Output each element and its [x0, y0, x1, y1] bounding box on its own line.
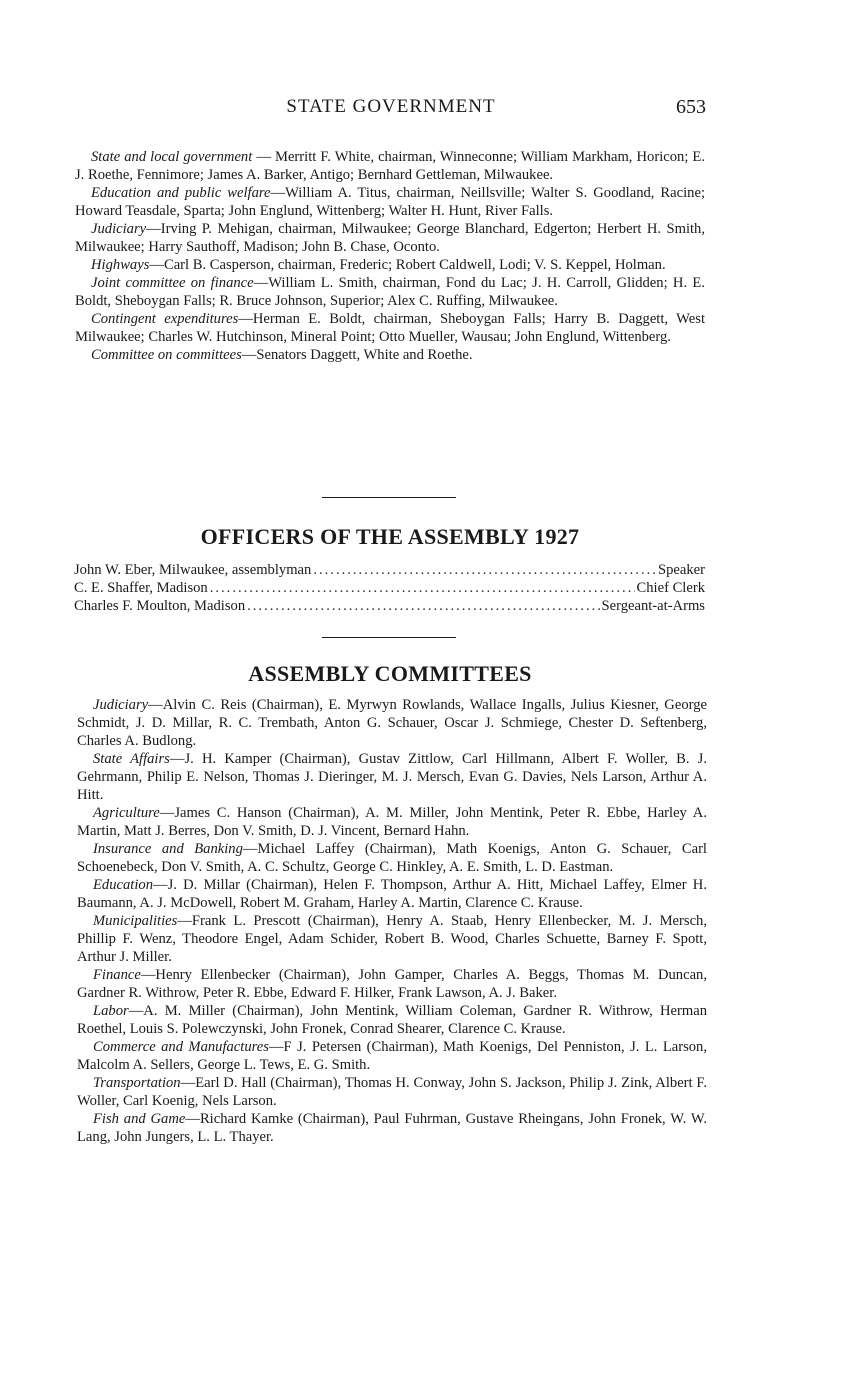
committee-entry [77, 966, 707, 1002]
committee-entry [77, 840, 707, 876]
senate-committee-list [75, 148, 705, 364]
section-divider [322, 637, 456, 638]
committee-members: —William A. Titus, chairman, Neillsville; Walter S. Goodland, Racine; Howard Teasdale, Sparta; John Englund, Wittenberg; Walter H. Hunt, River Falls. [75, 185, 705, 219]
committee-entry [77, 1110, 707, 1146]
committee-name: Education and public welfare [91, 185, 271, 201]
running-title: STATE GOVERNMENT [286, 96, 496, 117]
committee-name: State Affairs [93, 751, 170, 767]
committee-members: —Carl B. Casperson, chairman, Frederic; Robert Caldwell, Lodi; V. S. Keppel, Holman. [149, 257, 666, 273]
committee-entry [77, 912, 707, 966]
committee-name: Commerce and Manufactures [93, 1039, 269, 1055]
committee-name: Labor [93, 1003, 129, 1019]
committee-members: —Irving P. Mehigan, chairman, Milwaukee; George Blanchard, Edgerton; Herbert H. Smith, Milwaukee; Harry Sauthoff, Madison; John B. Chase, Oconto. [75, 221, 705, 255]
committee-name: Education [93, 877, 153, 893]
committee-entry [75, 220, 705, 256]
officer-row [74, 597, 705, 615]
committee-entry [77, 1002, 707, 1038]
committee-name: Judiciary [91, 221, 147, 237]
committee-name: Agriculture [93, 805, 160, 821]
committee-members: —Frank L. Prescott (Chairman), Henry A. Staab, Henry Ellenbecker, M. J. Mersch, Phillip F. Wenz, Theodore Engel, Adam Schider, Robert B. Wood, Charles Schuette, Barney F. Spott, Arthur J. Miller. [77, 913, 707, 965]
committee-members: —J. D. Millar (Chairman), Helen F. Thompson, Arthur A. Hitt, Michael Laffey, Elmer H. Baumann, A. J. McDowell, Robert M. Graham, Harley A. Martin, Clarence C. Krause. [77, 877, 707, 911]
committee-entry [77, 804, 707, 840]
assembly-committee-list [77, 696, 707, 1146]
committee-name: State and local government [91, 149, 253, 165]
committee-name: Finance [93, 967, 141, 983]
committee-members: —William L. Smith, chairman, Fond du Lac; J. H. Carroll, Glidden; H. E. Boldt, Sheboygan Falls; R. Bruce Johnson, Superior; Alex C. Ruffing, Milwaukee. [75, 275, 705, 309]
committee-name: Joint committee on finance [91, 275, 254, 291]
committee-name: Committee on committees [91, 347, 242, 363]
officer-row [74, 579, 705, 597]
dot-leader [210, 579, 635, 597]
committee-members: —Richard Kamke (Chairman), Paul Fuhrman, Gustave Rheingans, John Fronek, W. W. Lang, John Jungers, L. L. Thayer. [77, 1111, 707, 1145]
committee-members: —Michael Laffey (Chairman), Math Koenigs, Anton G. Schauer, Carl Schoenebeck, Don V. Smith, A. C. Schultz, George C. Hinkley, A. E. Smith, L. D. Eastman. [77, 841, 707, 875]
committee-name: Fish and Game [93, 1111, 186, 1127]
officer-name: John W. Eber, Milwaukee, assemblyman [74, 562, 312, 578]
committee-members: —Earl D. Hall (Chairman), Thomas H. Conway, John S. Jackson, Philip J. Zink, Albert F. Woller, Carl Koenig, Nels Larson. [77, 1075, 707, 1109]
officer-name: C. E. Shaffer, Madison [74, 580, 208, 596]
committee-members: —Senators Daggett, White and Roethe. [241, 347, 473, 363]
assembly-committees-heading: ASSEMBLY COMMITTEES [248, 661, 532, 686]
committee-entry [77, 696, 707, 750]
officer-title: Chief Clerk [636, 580, 705, 596]
committee-name: Contingent expenditures [91, 311, 239, 327]
committee-members: —Alvin C. Reis (Chairman), E. Myrwyn Rowlands, Wallace Ingalls, Julius Kiesner, George Schmidt, J. D. Millar, R. C. Trembath, Anton G. Schauer, Oscar J. Schmiege, Chester D. Seftenberg, Charles A. Budlong. [77, 697, 707, 749]
committee-members: —Henry Ellenbecker (Chairman), John Gamper, Charles A. Beggs, Thomas M. Duncan, Gardner R. Withrow, Peter R. Ebbe, Edward F. Hilker, Frank Lawson, A. J. Baker. [77, 967, 707, 1001]
committee-entry [75, 256, 705, 274]
section-divider [322, 497, 456, 498]
committee-entry [77, 750, 707, 804]
officer-title: Speaker [657, 562, 705, 578]
committee-name: Insurance and Banking [93, 841, 243, 857]
committee-name: Judiciary [93, 697, 149, 713]
committee-entry [77, 1074, 707, 1110]
officers-list [74, 561, 705, 615]
committee-members: —A. M. Miller (Chairman), John Mentink, William Coleman, Gardner R. Withrow, Herman Roethel, Louis S. Polewczynski, John Fronek, Conrad Shearer, Clarence C. Krause. [77, 1003, 707, 1037]
running-head [76, 96, 706, 120]
page-number: 653 [676, 96, 706, 118]
committee-name: Highways [91, 257, 150, 273]
committee-name: Transportation [93, 1075, 181, 1091]
officer-row [74, 561, 705, 579]
committee-name: Municipalities [93, 913, 178, 929]
officer-title: Sergeant-at-Arms [601, 598, 705, 614]
dot-leader [313, 561, 656, 579]
committee-members: —Herman E. Boldt, chairman, Sheboygan Falls; Harry B. Daggett, West Milwaukee; Charles W. Hutchinson, Mineral Point; Otto Mueller, Wausau; John Englund, Wittenberg. [75, 311, 705, 345]
committee-entry [75, 310, 705, 346]
committee-entry [75, 148, 705, 184]
committee-entry [77, 876, 707, 912]
committee-members: —J. H. Kamper (Chairman), Gustav Zittlow, Carl Hillmann, Albert F. Woller, B. J. Gehrmann, Philip E. Nelson, Thomas J. Dieringer, M. J. Mersch, Evan G. Davies, Nels Larson, Arthur A. Hitt. [77, 751, 707, 803]
committee-members: —James C. Hanson (Chairman), A. M. Miller, John Mentink, Peter R. Ebbe, Harley A. Martin, Matt J. Berres, Don V. Smith, D. J. Vincent, Bernard Hahn. [77, 805, 707, 839]
officers-heading: OFFICERS OF THE ASSEMBLY 1927 [200, 524, 580, 549]
committee-entry [75, 184, 705, 220]
dot-leader [247, 597, 599, 615]
officer-name: Charles F. Moulton, Madison [74, 598, 246, 614]
committee-entry [77, 1038, 707, 1074]
committee-entry [75, 346, 705, 364]
committee-members: — Merritt F. White, chairman, Winneconne; William Markham, Horicon; E. J. Roethe, Fennimore; James A. Barker, Antigo; Bernhard Gettleman, Milwaukee. [75, 149, 705, 183]
committee-members: —F J. Petersen (Chairman), Math Koenigs, Del Penniston, J. L. Larson, Malcolm A. Sellers, George L. Tews, E. G. Smith. [77, 1039, 707, 1073]
committee-entry [75, 274, 705, 310]
